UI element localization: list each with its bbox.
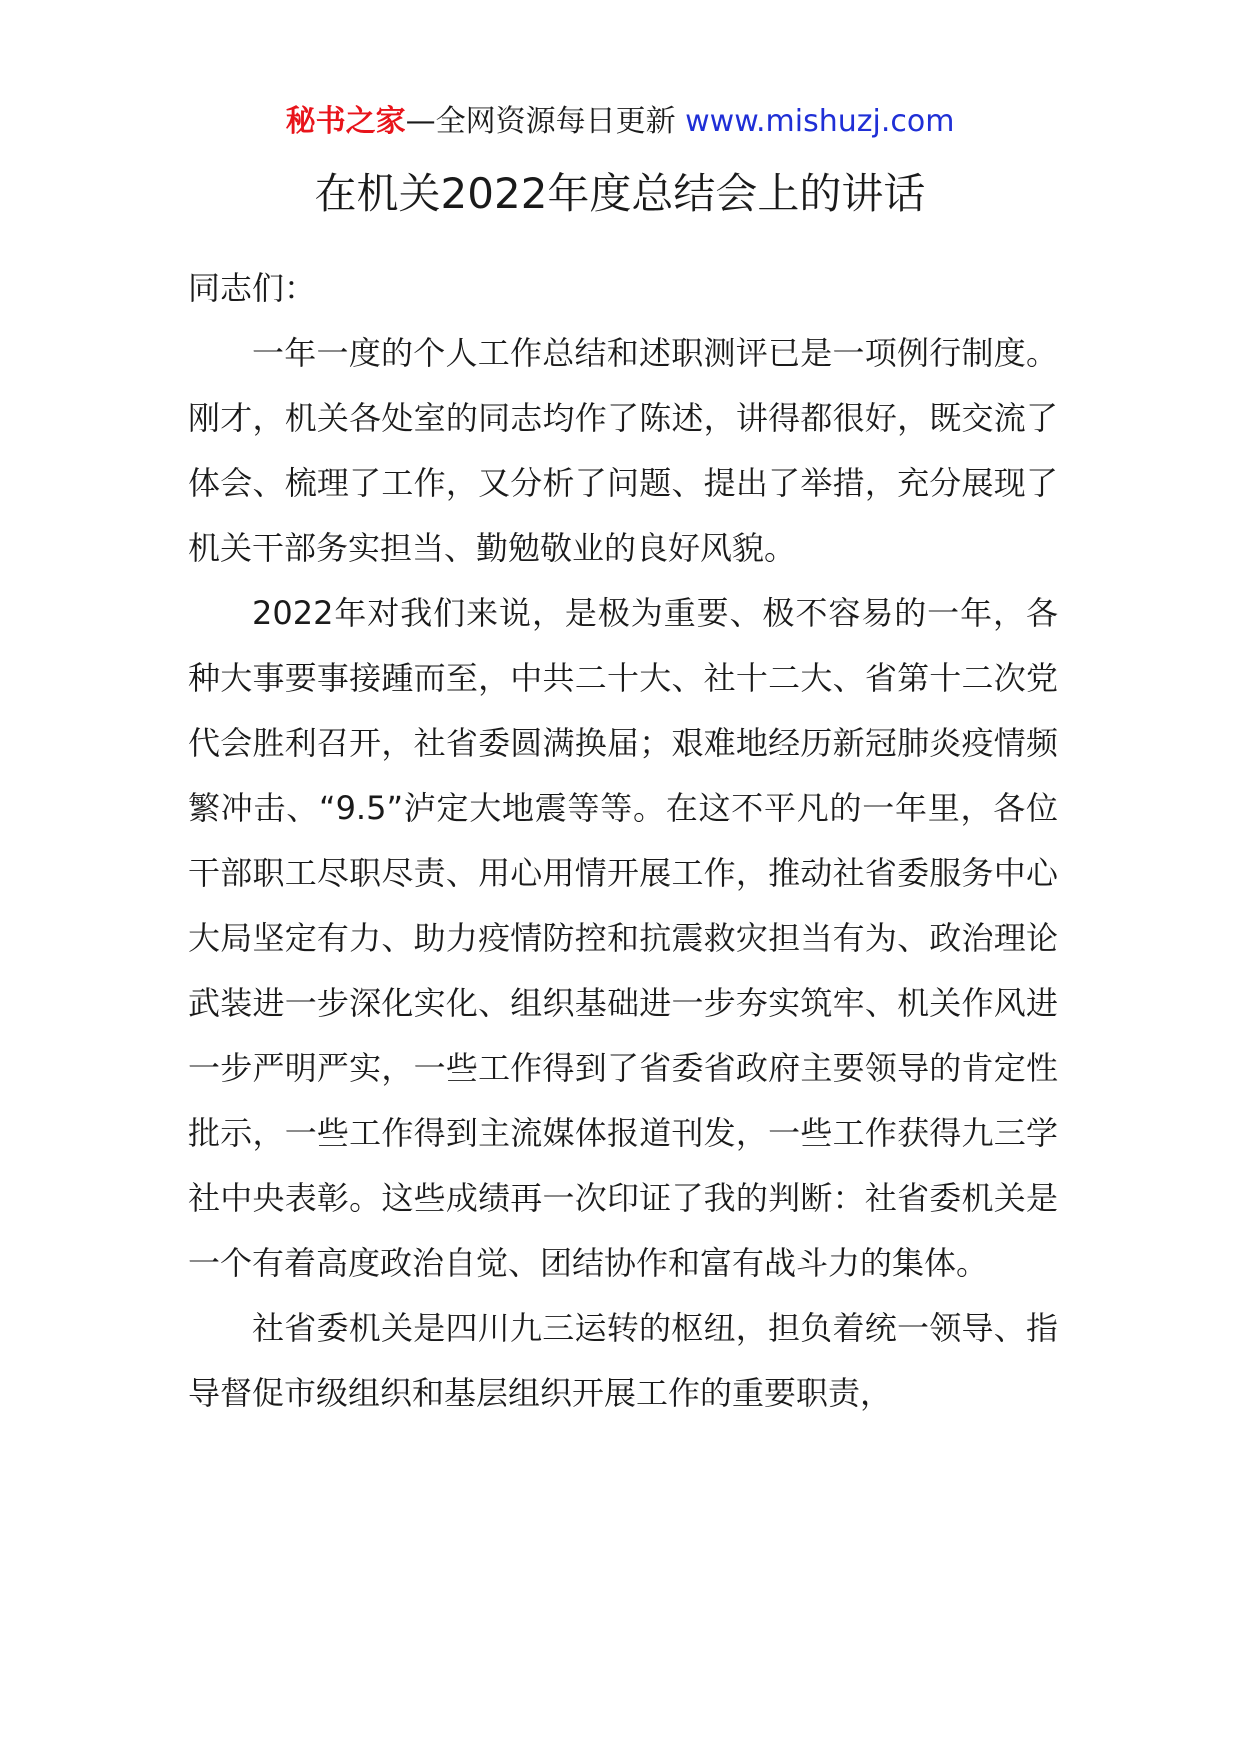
header-tagline: —全网资源每日更新 bbox=[405, 104, 676, 139]
paragraph-1: 一年一度的个人工作总结和述职测评已是一项例行制度。刚才，机关各处室的同志均作了陈述，讲得都很好，既交流了体会、梳理了工作，又分析了问题、提出了举措，充分展现了机关干部务实担当、勤勉敬业的良好风貌。 bbox=[188, 334, 1058, 567]
site-header bbox=[0, 100, 1240, 144]
brand-name: 秘书之家 bbox=[285, 104, 406, 139]
paragraph-2: 2022年对我们来说，是极为重要、极不容易的一年，各种大事要事接踵而至，中共二十大、社十二大、省第十二次党代会胜利召开，社省委圆满换届；艰难地经历新冠肺炎疫情频繁冲击、“9.5”泸定大地震等等。在这不平凡的一年里，各位干部职工尽职尽责、用心用情开展工作，推动社省委服务中心大局坚定有力、助力疫情防控和抗震救灾担当有为、政治理论武装进一步深化实化、组织基础进一步夯实筑牢、机关作风进一步严明严实，一些工作得到了省委省政府主要领导的肯定性批示，一些工作得到主流媒体报道刊发，一些工作获得九三学社中央表彰。这些成绩再一次印证了我的判断：社省委机关是一个有着高度政治自觉、团结协作和富有战斗力的集体。 bbox=[188, 594, 1058, 1282]
document-title: 在机关2022年度总结会上的讲话 bbox=[314, 169, 926, 218]
paragraph-3: 社省委机关是四川九三运转的枢纽，担负着统一领导、指导督促市级组织和基层组织开展工作的重要职责， bbox=[188, 1309, 1058, 1412]
document-body bbox=[188, 256, 1058, 1426]
site-url-link[interactable]: www.mishuzj.com bbox=[685, 104, 955, 139]
salutation: 同志们： bbox=[188, 269, 317, 307]
